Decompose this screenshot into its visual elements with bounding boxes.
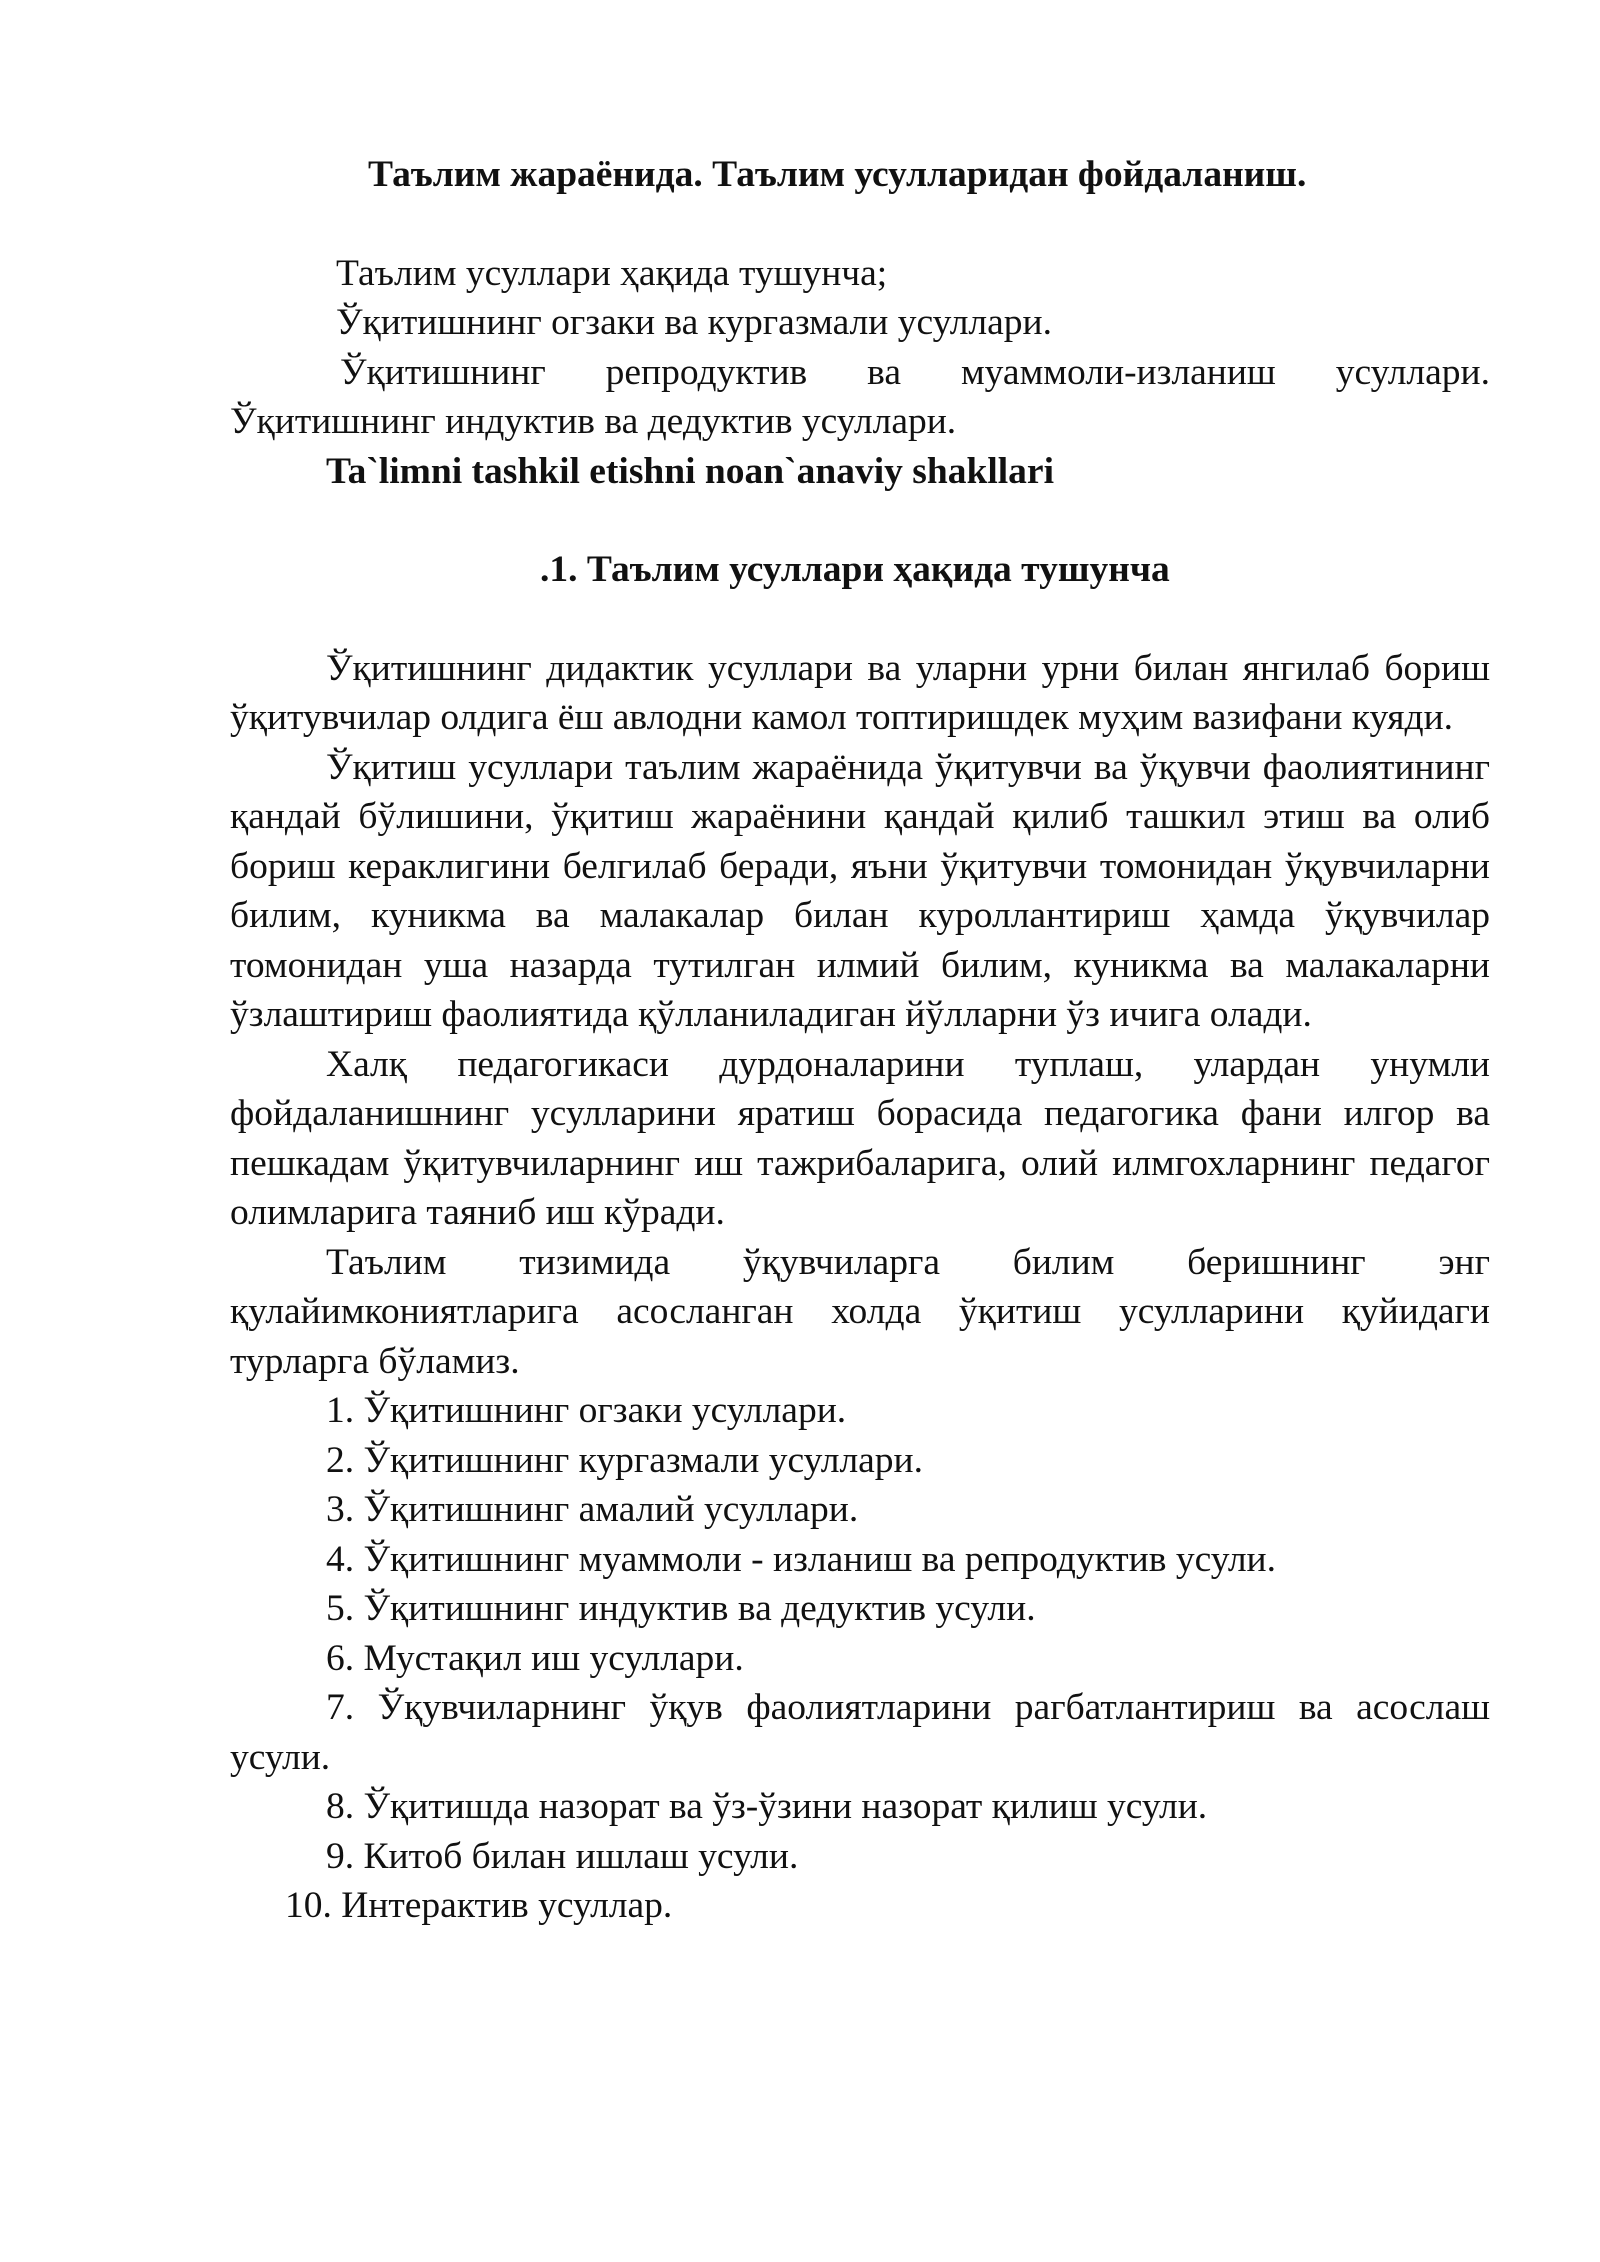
list-item: 5. Ўқитишнинг индуктив ва дедуктив усули. xyxy=(326,1588,1036,1629)
topic-item: Ўқитишнинг репродуктив ва муаммоли-изланиш усуллари. Ўқитишнинг индуктив ва дедуктив усуллари. xyxy=(230,351,1490,442)
paragraph: Ўқитиш усуллари таълим жараёнида ўқитувчи ва ўқувчи фаолиятининг қандай бўлишини, ўқитиш жараёнини қандай қилиб ташкил этиш ва олиб бориш кераклигини белгилаб беради, яъни ўқитувчи томонидан ўқувчиларни билим, куникма ва малакалар билан куроллантириш ҳамда ўқувчилар томонидан уша назарда тутилган илмий билим, куникма ва малакаларни ўзлаштириш фаолиятида қўлланиладиган йўлларни ўз ичига олади. xyxy=(230,746,1490,1035)
paragraph: Халқ педагогикаси дурдоналарини туплаш, улардан унумли фойдаланишнинг усулларини яратиш борасида педагогика фани илгор ва пешкадам ўқитувчиларнинг иш тажрибаларига, олий илмгохларнинг педагог олимларига таяниб иш кўради. xyxy=(230,1043,1490,1233)
topic-item: Ўқитишнинг огзаки ва кургазмали усуллари. xyxy=(336,302,1052,343)
list-item: 2. Ўқитишнинг кургазмали усуллари. xyxy=(326,1439,923,1481)
paragraph: Таълим тизимида ўқувчиларга билим беришнинг энг қулайимкониятларига асосланган холда ўқитиш усулларини қуйидаги турларга бўламиз. xyxy=(230,1241,1490,1382)
list-item: 4. Ўқитишнинг муаммоли - изланиш ва репродуктив усули. xyxy=(326,1538,1276,1580)
topics-list xyxy=(230,249,1490,447)
list-item: 7. Ўқувчиларнинг ўқув фаолиятларини рагбатлантириш ва асослаш усули. xyxy=(230,1687,1490,1778)
document-page xyxy=(230,150,1490,1931)
document-subtitle: Ta`limni tashkil etishni noan`anaviy shakllari xyxy=(326,450,1054,492)
methods-list xyxy=(230,1386,1490,1931)
topic-item: Таълим усуллари ҳақида тушунча; xyxy=(336,252,888,294)
list-item: 1. Ўқитишнинг огзаки усуллари. xyxy=(326,1390,847,1431)
list-item: 9. Китоб билан ишлаш усули. xyxy=(326,1835,799,1877)
section-heading: .1. Таълим усуллари ҳақида тушунча xyxy=(540,549,1170,590)
list-item: 10. Интерактив усуллар. xyxy=(285,1885,673,1926)
document-title: Таълим жараёнида. Таълим усулларидан фойдаланиш. xyxy=(368,154,1307,195)
list-item: 6. Мустақил иш усуллари. xyxy=(326,1637,744,1679)
paragraph: Ўқитишнинг дидактик усуллари ва уларни урни билан янгилаб бориш ўқитувчилар олдига ёш авлодни камол топтиришдек муҳим вазифани куяди. xyxy=(230,647,1490,738)
list-item: 8. Ўқитишда назорат ва ўз-ўзини назорат қилиш усули. xyxy=(326,1786,1208,1827)
list-item: 3. Ўқитишнинг амалий усуллари. xyxy=(326,1489,859,1530)
